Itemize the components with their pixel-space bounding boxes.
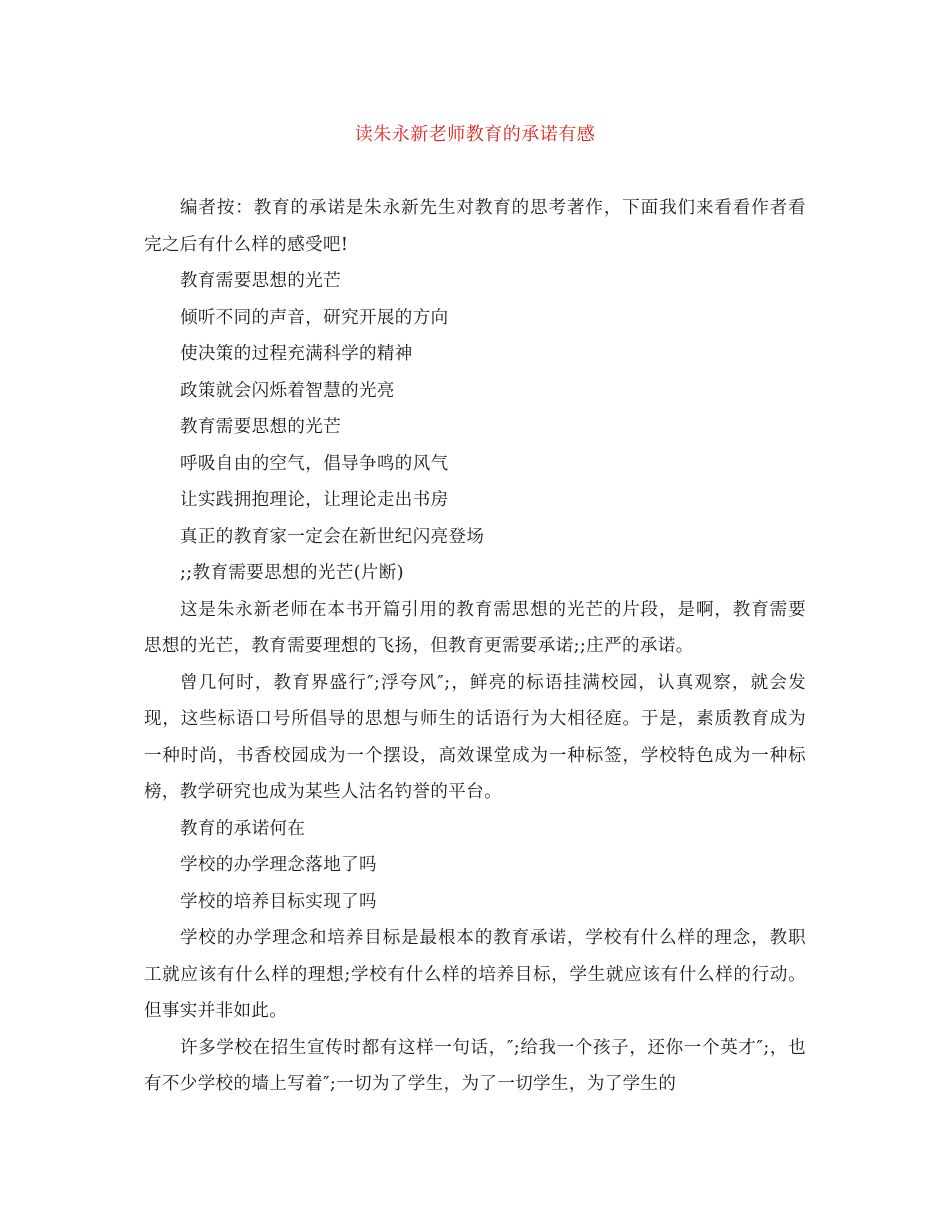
- question-line: 学校的培养目标实现了吗: [180, 891, 377, 912]
- document-body: [144, 190, 806, 1103]
- poem-line: 让实践拥抱理论，让理论走出书房: [180, 490, 449, 510]
- question-line: 教育的承诺何在: [180, 818, 306, 839]
- poem-line: 倾听不同的声音，研究开展的方向: [180, 307, 449, 328]
- poem-line: 政策就会闪烁着智慧的光亮: [180, 380, 395, 401]
- paragraph: 学校的办学理念和培养目标是最根本的教育承诺，学校有什么样的理念，教职工就应该有什么样的理想;学校有什么样的培养目标，学生就应该有什么样的行动。但事实并非如此。: [144, 928, 806, 1021]
- poem-source-line: ;;教育需要思想的光芒(片断): [180, 563, 404, 583]
- poem-line: 真正的教育家一定会在新世纪闪亮登场: [180, 526, 485, 547]
- paragraph-editor-note: 编者按：教育的承诺是朱永新先生对教育的思考著作，下面我们来看看作者看完之后有什么样的感受吧!: [144, 198, 806, 255]
- document-title: 读朱永新老师教育的承诺有感: [354, 124, 596, 145]
- poem-line: 呼吸自由的空气，倡导争鸣的风气: [180, 453, 449, 474]
- question-line: 学校的办学理念落地了吗: [180, 855, 377, 875]
- poem-line: 教育需要思想的光芒: [180, 417, 342, 437]
- poem-line: 使决策的过程充满科学的精神: [180, 344, 413, 364]
- poem-line: 教育需要思想的光芒: [180, 271, 342, 291]
- paragraph: 许多学校在招生宣传时都有这样一句话，″;给我一个孩子，还你一个英才″;，也有不少学校的墙上写着″;一切为了学生，为了一切学生，为了学生的: [144, 1037, 806, 1094]
- paragraph: 这是朱永新老师在本书开篇引用的教育需思想的光芒的片段，是啊，教育需要思想的光芒，教育需要理想的飞扬，但教育更需要承诺;;庄严的承诺。: [144, 599, 806, 656]
- paragraph: 曾几何时，教育界盛行″;浮夸风″;，鲜亮的标语挂满校园，认真观察，就会发现，这些标语口号所倡导的思想与师生的话语行为大相径庭。于是，素质教育成为一种时尚，书香校园成为一个摆设，高效课堂成为一种标签，学校特色成为一种标榜，教学研究也成为某些人沽名钓誉的平台。: [144, 672, 806, 802]
